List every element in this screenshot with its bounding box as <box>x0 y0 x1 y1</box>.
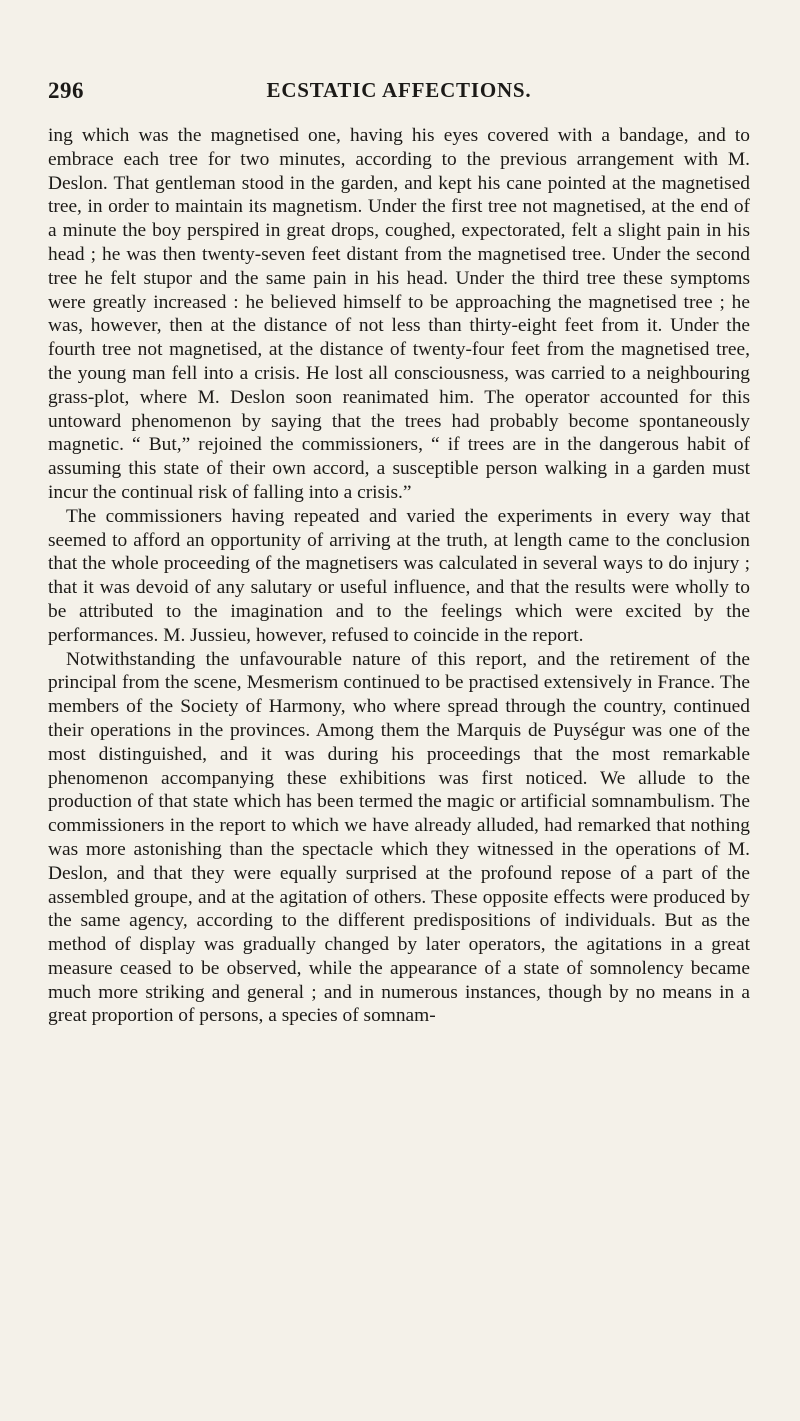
running-title: ECSTATIC AFFECTIONS. <box>266 78 532 102</box>
paragraph-continued: ing which was the magnetised one, having his eyes covered with a bandage, and to embrace each tree for two minutes, according to the previous arrangement with M. Deslon. That gentleman stood in the garden, and kept his cane pointed at the magnetised tree, in order to maintain its magnetism. Under the first tree not magnetised, at the end of a minute the boy perspired in great drops, coughed, expectorated, felt a slight pain in his head ; he was then twenty-seven feet distant from the magnetised tree. Under the second tree he felt stupor and the same pain in his head. Under the third tree these symptoms were greatly increased : he believed himself to be approaching the magnetised tree ; he was, however, then at the distance of not less than thirty-eight feet from it. Under the fourth tree not magnetised, at the distance of twenty-four feet from the magnetised tree, the young man fell into a crisis. He lost all consciousness, was carried to a neighbouring grass-plot, where M. Deslon soon reanimated him. The operator accounted for this untoward phenomenon by saying that the trees had probably become spontaneously magnetic. “ But,” rejoined the commissioners, “ if trees are in the dangerous habit of assuming this state of their own accord, a susceptible person walking in a garden must incur the continual risk of falling into a crisis.” <box>48 125 750 503</box>
running-head <box>48 78 750 114</box>
body-text <box>48 124 750 1028</box>
paragraph-commissioners-conclusion: The commissioners having repeated and varied the experiments in every way that seemed to afford an opportunity of arriving at the truth, at length came to the conclusion that the whole proceeding of the magnetisers was calculated in several ways to do injury ; that it was devoid of any salutary or useful influence, and that the results were wholly to be attributed to the imagination and to the feelings which were excited by the performances. M. Jussieu, however, refused to coincide in the report. <box>48 505 750 646</box>
page-number: 296 <box>48 78 84 103</box>
paragraph-mesmerism-in-france: Notwithstanding the unfavourable nature of this report, and the retirement of the principal from the scene, Mesmerism continued to be practised extensively in France. The members of the Society of Harmony, who where spread through the country, continued their operations in the provinces. Among them the Marquis de Puységur was one of the most distinguished, and it was during his proceedings that the most remarkable phenomenon accompanying these exhibitions was first noticed. We allude to the production of that state which has been termed the magic or artificial somnambulism. The commissioners in the report to which we have already alluded, had remarked that nothing was more astonishing than the spectacle which they witnessed in the operations of M. Deslon, and that they were equally surprised at the profound repose of a part of the assembled groupe, and at the agitation of others. These opposite effects were produced by the same agency, according to the different predispositions of individuals. But as the method of display was gradually changed by later operators, the agitations in a great measure ceased to be observed, while the appearance of a state of somnolency became much more striking and general ; and in numerous instances, though by no means in a great proportion of persons, a species of somnam- <box>48 648 750 1027</box>
